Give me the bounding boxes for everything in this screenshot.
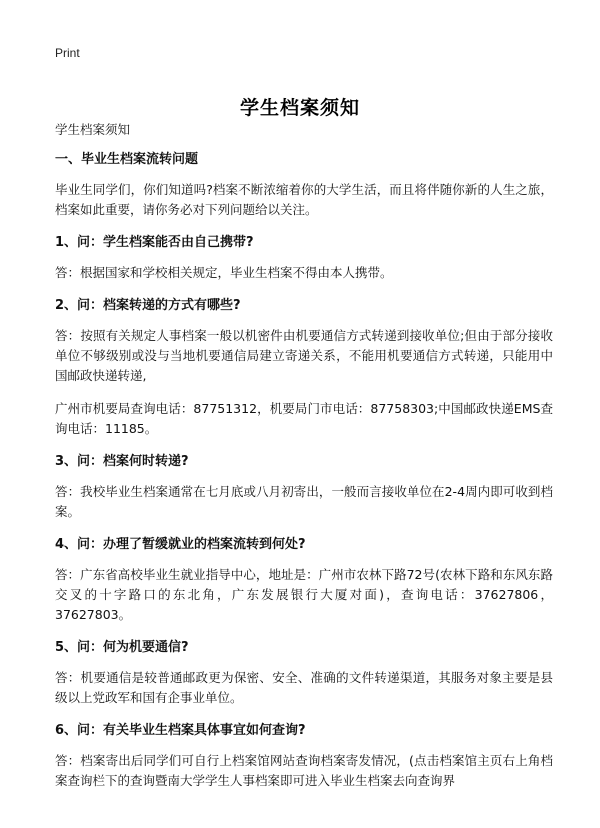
answer-4: 答：广东省高校毕业生就业指导中心，地址是：广州市农林下路72号(农林下路和东风东路交叉的十字路口的东北角，广东发展银行大厦对面)，查询电话：37627806，37627803。 [55,567,553,622]
section-heading: 一、毕业生档案流转问题 [55,152,199,167]
print-label: Print [55,46,80,60]
document-title: 学生档案须知 [239,96,360,119]
question-5: 5、问：何为机要通信? [55,640,189,655]
document-subtitle: 学生档案须知 [55,122,131,137]
question-2: 2、问：档案转递的方式有哪些? [55,298,241,313]
answer-3: 答：我校毕业生档案通常在七月底或八月初寄出，一般而言接收单位在2-4周内即可收到档案。 [55,484,553,519]
question-3: 3、问：档案何时转递? [55,454,189,469]
intro-paragraph: 毕业生同学们，你们知道吗?档案不断浓缩着你的大学生活，而且将伴随你新的人生之旅，档案如此重要，请你务必对下列问题给以关注。 [55,182,553,217]
question-4: 4、问：办理了暂缓就业的档案流转到何处? [55,537,306,552]
question-1: 1、问：学生档案能否由自己携带? [55,235,254,250]
answer-6: 答：档案寄出后同学们可自行上档案馆网站查询档案寄发情况，(点击档案馆主页右上角档案查询栏下的查询暨南大学学生人事档案即可进入毕业生档案去向查询界 [55,753,553,788]
answer-2: 答：按照有关规定人事档案一般以机密件由机要通信方式转递到接收单位;但由于部分接收单位不够级别或没与当地机要通信局建立寄递关系，不能用机要通信方式转递，只能用中国邮政快递转递, [55,328,553,383]
question-6: 6、问：有关毕业生档案具体事宜如何查询? [55,723,306,738]
answer-2-contacts: 广州市机要局查询电话：87751312，机要局门市电话：87758303;中国邮政快递EMS查询电话：11185。 [55,401,553,436]
document-body [55,120,553,804]
answer-1: 答：根据国家和学校相关规定，毕业生档案不得由本人携带。 [55,265,393,280]
answer-5: 答：机要通信是较普通邮政更为保密、安全、准确的文件转递渠道，其服务对象主要是县级以上党政军和国有企事业单位。 [55,670,553,705]
